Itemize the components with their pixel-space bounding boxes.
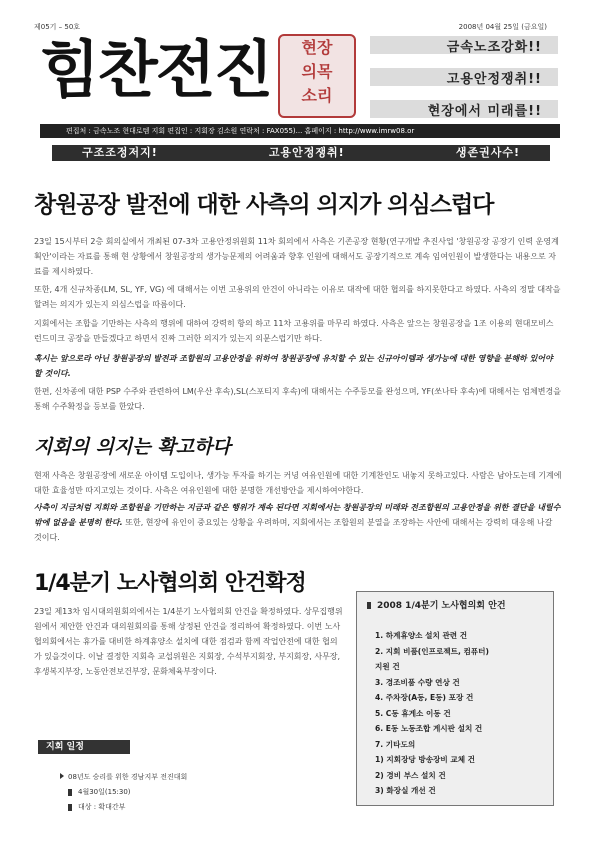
schedule-header: 지회 일정 [38, 740, 130, 754]
banner-slogan-2: 고용안정쟁취! [268, 146, 345, 159]
agenda-list [375, 628, 489, 799]
issue-number: 제05기 – 50호 [34, 23, 81, 31]
contact-bar: 편집처 : 금속노조 현대로템 지회 편집인 : 지회장 김소원 연락처 : FAX055)... 홈페이지 : http://www.imrw08.or [40, 124, 560, 138]
slogan-box [358, 30, 558, 126]
slogan-3: 현장에서 미래를!! [427, 104, 542, 119]
agenda-item: 4. 주차장(A동, E동) 포장 건 [375, 693, 474, 702]
article1-paragraph: 한편, 신차종에 대한 PSP 수주와 관련하여 LM(우산 후속),SL(스포티지 후속)에 대해서는 수주등모를 완성으며, YF(쏘나타 후속)에 대해서는 엄체변경을 통해 수주확정을 등보를 한았다. [34, 387, 561, 411]
agenda-item: 7. 기타도의 [375, 739, 416, 749]
schedule-item [60, 785, 187, 800]
agenda-item: 2. 지회 비품(인프로젝트, 컴퓨터) [375, 646, 489, 656]
article1-paragraph: 23일 15시부터 2층 회의실에서 개최된 07-3차 고용안정위원회 11차 회의에서 사측은 기존공장 현황(연구개발 추진사업 '창원공장 공장기 인력 운영계획안'이라는 자료를 통해 현 상황에서 창원공장의 생가능문제의 어려움과 향후 인원에 대해서도 공장기적으로 계속 임여인원이 발생한다는 내용으로 자료를 제시하였다. [34, 237, 559, 276]
stamp-line: 소리 [301, 86, 333, 105]
article1-emphasis [34, 351, 562, 381]
issue-date: 2008년 04월 25일 (금요일) [458, 23, 547, 31]
article2-headline: 지회의 의지는 확고하다 [34, 436, 231, 458]
square-bullet-icon [68, 804, 72, 811]
schedule-item [60, 770, 187, 785]
stamp-logo [278, 34, 356, 118]
agenda-item: 2) 경비 부스 설치 건 [375, 770, 446, 780]
slogan-banner [52, 145, 550, 161]
article3-paragraph: 23일 제13차 임시대의원회의에서는 1/4분기 노사협의회 안건을 확정하였다. 상무집행위원에서 제안한 안건과 대의원회의를 통해 상정된 안건을 정리하여 확정하였다. 이번 노사협의회에서는 휴가를 대비한 하계휴양소 설치에 대한 점검과 함께 작업안전에 대한 협의가 있을것이다. 이날 결정한 지회측 교섭위원은 지회장, 수석부지회장, 부지회장, 사무장, 후생복지부장, 노동안전보건부장, 문화체육부장이다. [34, 607, 343, 676]
square-bullet-icon [68, 789, 72, 796]
agenda-item: 3) 화장실 개선 건 [375, 786, 436, 795]
banner-slogan-1: 구조조정저지! [82, 146, 158, 159]
agenda-box [356, 591, 554, 806]
schedule-item-text: 대상 : 확대간부 [78, 803, 126, 811]
article1-paragraph: 또한, 4개 신규차종(LM, SL, YF, VG) 에 대해서는 이번 고용위의 안건이 아니라는 이유로 대작에 대한 협의를 하지못한다고 하였다. 사측의 정말 대작을 할려는 의지가 있는지 의심스럽을 따름이다. [34, 285, 561, 309]
schedule-item [60, 800, 187, 815]
slogan-1: 금속노조강화!! [446, 40, 542, 55]
agenda-title-text: 2008 1/4분기 노사협의회 안건 [377, 601, 506, 611]
stamp-line: 의목 [301, 62, 333, 81]
agenda-item: 6. E동 노동조합 게시판 설치 건 [375, 724, 483, 733]
article2-paragraph: 현재 사측은 창원공장에 새로운 아이템 도입이나, 생가능 투자를 하기는 커녕 여유인원에 대한 기계찬인도 내놓지 못하고있다. 사람은 남아도는데 기계에 대한 효율성만 따지고있는 것이다. 사측은 여유인원에 대한 분명한 개선방안을 제시하여야한다. [34, 471, 562, 495]
schedule-item-text: 4월30일(15:30) [78, 788, 131, 796]
article2-emphasis [34, 500, 562, 545]
newspaper-title: 힘찬전진 [40, 33, 272, 106]
article3-headline: 1/4분기 노사협의회 안건확정 [34, 571, 306, 596]
stamp-line: 현장 [301, 38, 333, 57]
agenda-item: 1) 지회장당 방송장비 교체 건 [375, 755, 476, 764]
schedule-item-text: 08년도 승리를 위한 경남지부 전진대회 [68, 773, 188, 781]
schedule-list [60, 770, 187, 815]
agenda-item: 5. C동 휴게소 이동 건 [375, 708, 451, 718]
article1-emphasis-text: 혹시는 앞으로라 아닌 창원공장의 발전과 조합원의 고용안정을 위하여 창원공장에 유치할 수 있는 신규아이템과 생가능에 대한 영향을 분해하 있어야 할 것이다. [34, 354, 553, 378]
banner-slogan-3: 생존권사수! [455, 146, 520, 159]
agenda-item: 1. 하계휴양소 설치 관련 건 [375, 631, 468, 640]
agenda-item: 3. 경조비품 수량 연상 건 [375, 677, 460, 687]
slogan-2: 고용안정쟁취!! [446, 72, 542, 87]
article2-emphasis-text: 사측이 지금처럼 지회와 조합원을 기만하는 지금과 같은 행위가 계속 된다면 지회에서는 창원공장의 미래와 전조합원의 고용안정을 위한 결단을 내릴수밖에 없음을 분명히 한다. [34, 503, 561, 527]
agenda-title [367, 598, 506, 611]
article1-paragraph: 지회에서는 조합을 기만하는 사측의 행위에 대하여 강력히 항의 하고 11차 고용위를 마무리 하였다. 사측은 앞으는 창원공장을 1조 이용의 현대모비스 런드미크 공장을 만들겠다고 하면서 진짜 그러한 의지가 있는지 의문스럽기만 하다. [34, 319, 554, 343]
article1-headline: 창원공장 발전에 대한 사측의 의지가 의심스럽다 [34, 192, 494, 218]
triangle-bullet-icon [60, 773, 64, 779]
square-bullet-icon [367, 602, 371, 609]
agenda-item: 지원 건 [375, 662, 400, 671]
article2-tail: 또한, 현장에 유인이 중요있는 상황을 우려하며, 지회에서는 조합원의 분열을 조장하는 사안에 대해서는 강력히 대응해 나갈 것이다. [34, 518, 553, 542]
